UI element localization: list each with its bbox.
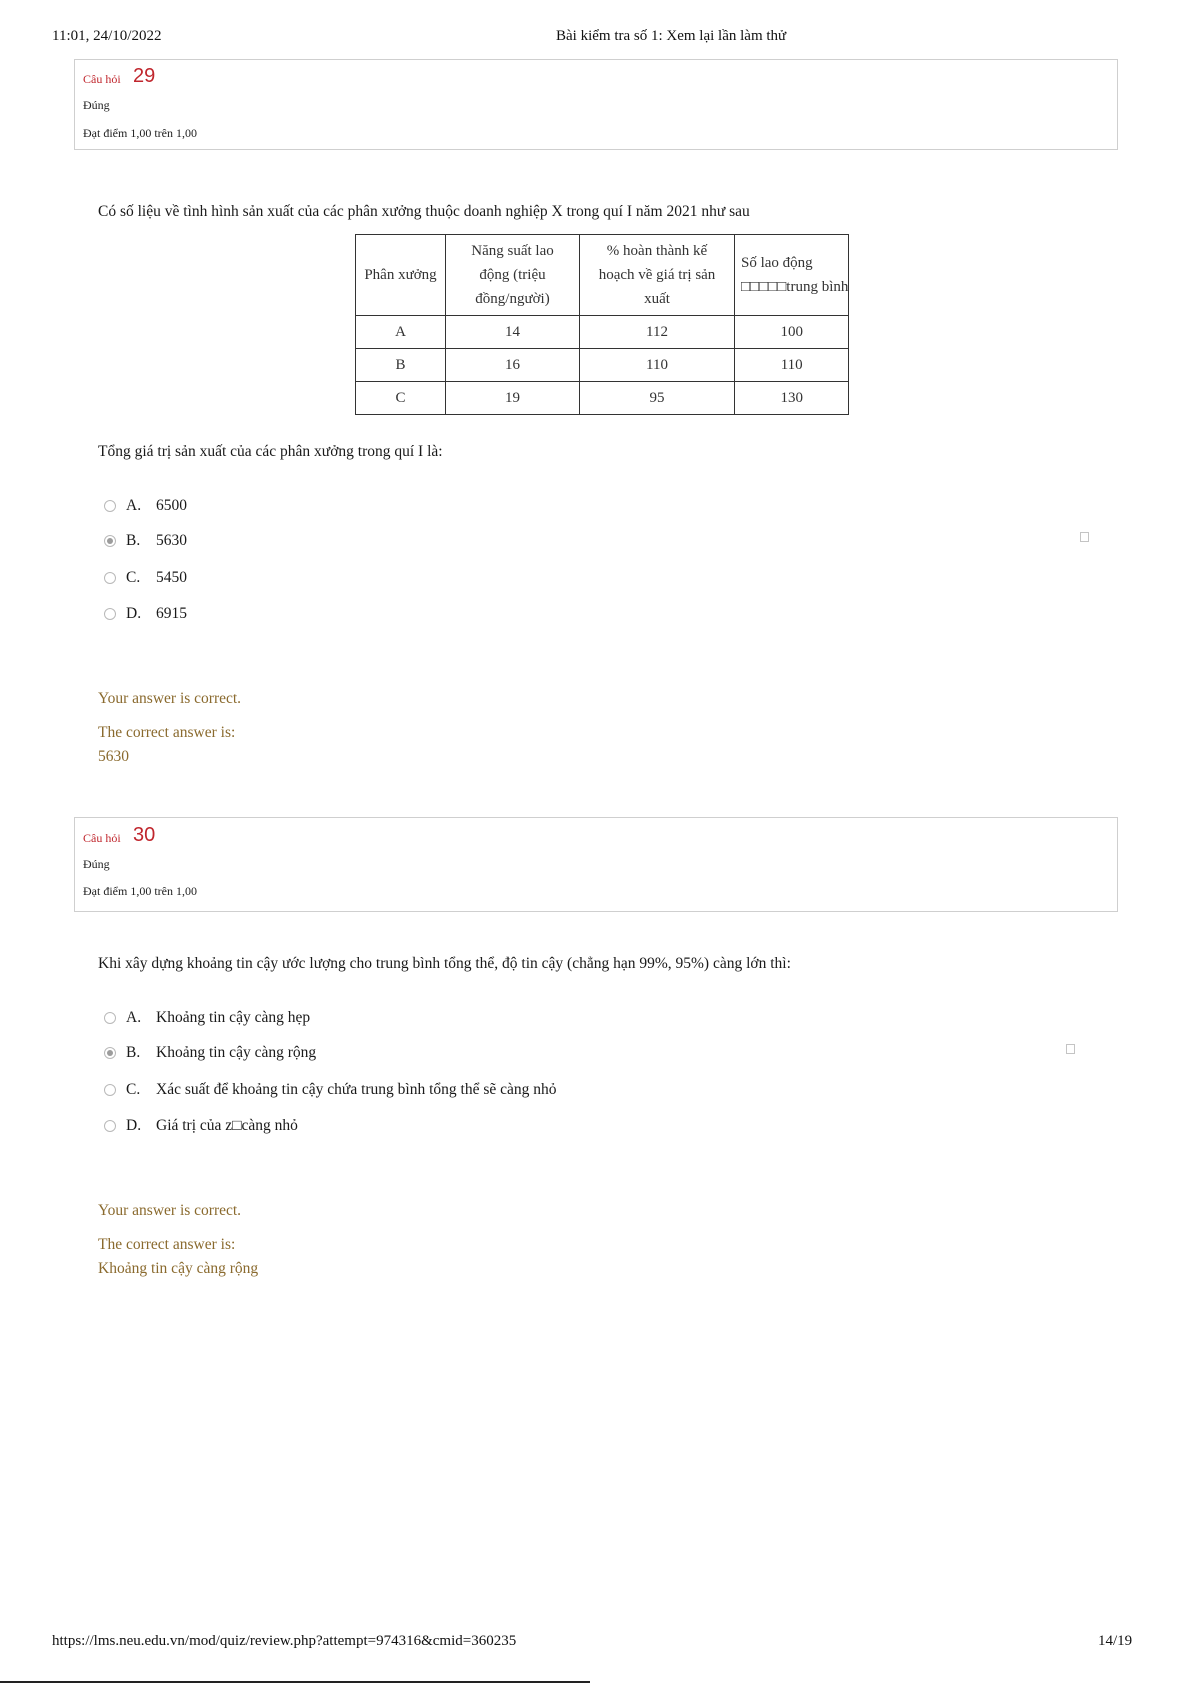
correct-answer-label: The correct answer is: bbox=[98, 724, 236, 741]
answer-option-a[interactable] bbox=[104, 1008, 310, 1028]
table-header-row bbox=[356, 235, 849, 316]
feedback-text: Your answer is correct. bbox=[98, 690, 242, 707]
answer-option-d[interactable] bbox=[104, 604, 187, 624]
option-letter: D. bbox=[126, 605, 142, 622]
option-text: Khoảng tin cậy càng rộng bbox=[156, 1044, 317, 1061]
question-label: Câu hỏi bbox=[83, 831, 121, 845]
feedback-text: Your answer is correct. bbox=[98, 1202, 242, 1219]
answer-option-c[interactable] bbox=[104, 1080, 557, 1100]
table-cell: 110 bbox=[580, 349, 735, 382]
answer-option-a[interactable] bbox=[104, 496, 187, 516]
table-cell: B bbox=[356, 349, 446, 382]
question-intro: Có số liệu về tình hình sản xuất của các phân xưởng thuộc doanh nghiệp X trong quí I năm 2021 như sau bbox=[98, 203, 750, 220]
correct-mark-icon bbox=[1080, 532, 1089, 542]
question-grade: Đạt điểm 1,00 trên 1,00 bbox=[83, 126, 197, 140]
column-header-productivity: Năng suất lao động (triệu đồng/người) bbox=[446, 235, 580, 316]
table-cell: C bbox=[356, 382, 446, 415]
table-cell: 130 bbox=[735, 382, 849, 415]
radio-button[interactable] bbox=[104, 500, 116, 512]
page-number: 14/19 bbox=[1098, 1633, 1133, 1649]
correct-answer-value: 5630 bbox=[98, 748, 129, 765]
table-cell: 110 bbox=[735, 349, 849, 382]
page-url: https://lms.neu.edu.vn/mod/quiz/review.php?attempt=974316&cmid=360235 bbox=[52, 1633, 517, 1649]
table-row bbox=[356, 382, 849, 415]
bottom-divider bbox=[0, 1681, 590, 1683]
radio-button[interactable] bbox=[104, 608, 116, 620]
table-cell: 14 bbox=[446, 316, 580, 349]
option-text: Giá trị của z□càng nhỏ bbox=[156, 1117, 298, 1134]
answer-option-c[interactable] bbox=[104, 568, 187, 588]
print-datetime: 11:01, 24/10/2022 bbox=[52, 28, 162, 44]
option-letter: B. bbox=[126, 1044, 141, 1061]
option-letter: D. bbox=[126, 1117, 142, 1134]
option-text: Xác suất để khoảng tin cậy chứa trung bình tổng thể sẽ càng nhỏ bbox=[156, 1081, 557, 1098]
option-letter: C. bbox=[126, 1081, 141, 1098]
option-text: 6915 bbox=[156, 605, 187, 622]
option-letter: A. bbox=[126, 497, 142, 514]
question-state: Đúng bbox=[83, 857, 110, 871]
radio-button-selected[interactable] bbox=[104, 1047, 116, 1059]
column-header-workshop: Phân xưởng bbox=[356, 235, 446, 316]
data-table bbox=[355, 234, 849, 415]
page-title: Bài kiểm tra số 1: Xem lại lần làm thử bbox=[556, 28, 787, 44]
question-prompt: Khi xây dựng khoảng tin cậy ước lượng cho trung bình tổng thể, độ tin cậy (chẳng hạn 99%, 95%) càng lớn thì: bbox=[98, 955, 791, 972]
table-cell: 19 bbox=[446, 382, 580, 415]
option-letter: A. bbox=[126, 1009, 142, 1026]
radio-button[interactable] bbox=[104, 572, 116, 584]
answer-option-d[interactable] bbox=[104, 1116, 298, 1136]
correct-mark-icon bbox=[1066, 1044, 1075, 1054]
question-prompt: Tổng giá trị sản xuất của các phân xưởng trong quí I là: bbox=[98, 443, 443, 460]
table-cell: A bbox=[356, 316, 446, 349]
table-cell: 100 bbox=[735, 316, 849, 349]
option-text: 5450 bbox=[156, 569, 187, 586]
table-row bbox=[356, 349, 849, 382]
option-text: 6500 bbox=[156, 497, 187, 514]
column-header-workers: Số lao động □□□□□trung bình bbox=[735, 235, 849, 316]
question-grade: Đạt điểm 1,00 trên 1,00 bbox=[83, 884, 197, 898]
option-text: Khoảng tin cậy càng hẹp bbox=[156, 1009, 311, 1026]
answer-option-b[interactable] bbox=[104, 1043, 316, 1063]
radio-button[interactable] bbox=[104, 1084, 116, 1096]
radio-button[interactable] bbox=[104, 1120, 116, 1132]
question-info-30 bbox=[74, 817, 1118, 912]
table-cell: 16 bbox=[446, 349, 580, 382]
option-text: 5630 bbox=[156, 532, 187, 549]
answer-option-b[interactable] bbox=[104, 531, 187, 551]
question-number: 30 bbox=[133, 824, 156, 846]
radio-button[interactable] bbox=[104, 1012, 116, 1024]
option-letter: B. bbox=[126, 532, 141, 549]
question-state: Đúng bbox=[83, 98, 110, 112]
question-label: Câu hỏi bbox=[83, 72, 121, 86]
table-row bbox=[356, 316, 849, 349]
column-header-plan-completion: % hoàn thành kế hoạch về giá trị sản xuất bbox=[580, 235, 735, 316]
question-info-29 bbox=[74, 59, 1118, 150]
radio-button-selected[interactable] bbox=[104, 535, 116, 547]
table-cell: 112 bbox=[580, 316, 735, 349]
option-letter: C. bbox=[126, 569, 141, 586]
correct-answer-value: Khoảng tin cậy càng rộng bbox=[98, 1260, 259, 1277]
question-number: 29 bbox=[133, 65, 156, 87]
table-cell: 95 bbox=[580, 382, 735, 415]
correct-answer-label: The correct answer is: bbox=[98, 1236, 236, 1253]
